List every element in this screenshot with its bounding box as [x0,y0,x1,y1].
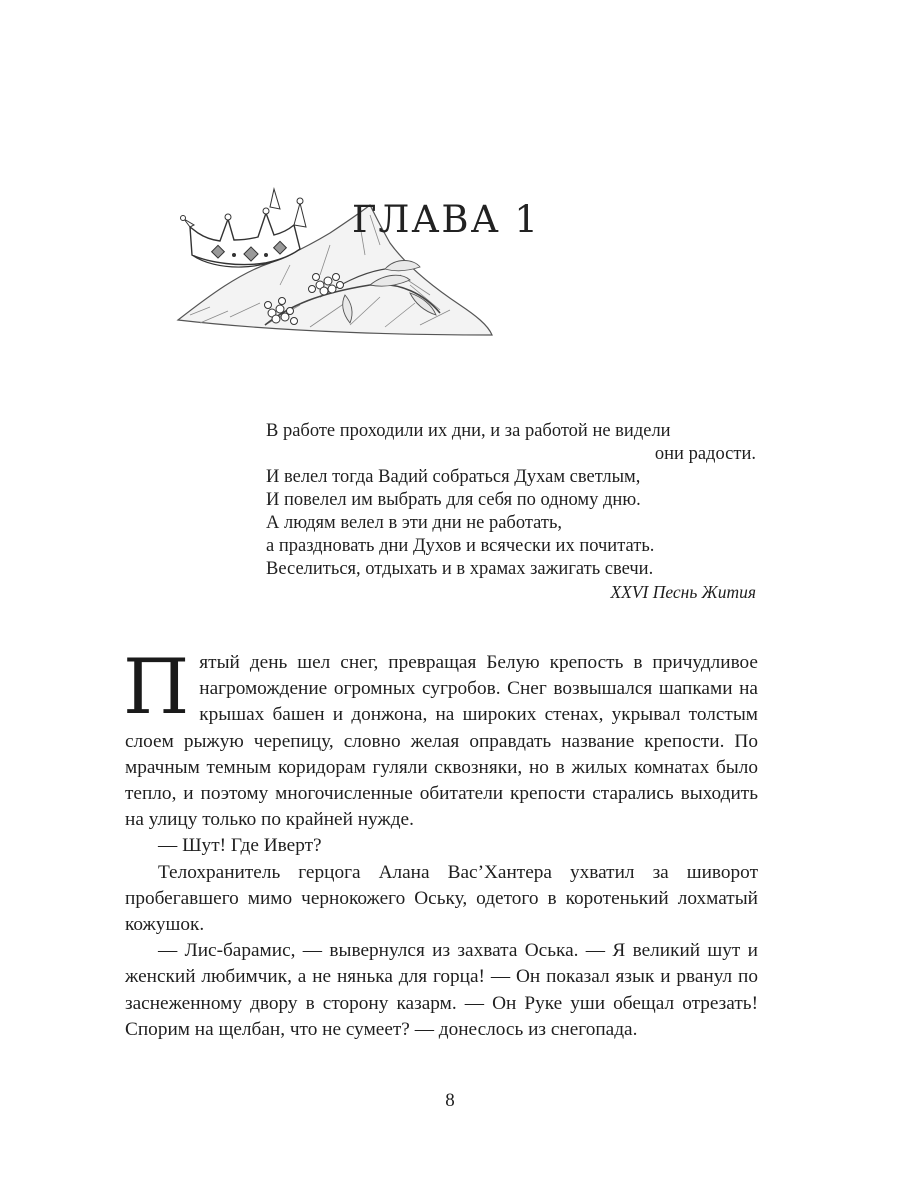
paragraph: ятый день шел снег, превращая Белую крепость в причудливое нагромождение огромных сугробов. Снег возвышался шапками на крышах башен и донжона, на широких стенах, укрывал толстым слоем рыжую черепицу, словно желая оправдать название крепости. По мрачным темным коридорам гуляли сквозняки, но в жилых комнатах было тепло, и поэтому многочисленные обитатели крепости старались выходить на улицу только по крайней нужде. [125,652,758,831]
epigraph [266,420,756,604]
epigraph-line: Веселиться, отдыхать и в храмах зажигать свечи. [266,559,654,579]
epigraph-source: XXVI Песнь Жития [610,582,756,602]
epigraph-line: А людям велел в эти дни не работать, [266,513,563,533]
epigraph-line: они радости. [654,444,756,464]
epigraph-line: И велел тогда Вадий собраться Духам светлым, [266,467,641,487]
drop-cap: П [123,642,190,731]
epigraph-line: а праздновать дни Духов и всячески их почитать. [266,536,655,556]
paragraph: — Шут! Где Иверт? [158,835,322,857]
paragraph: Телохранитель герцога Алана Вас’Хантера ухватил за шиворот пробегавшего мимо чернокожего Оську, одетого в коротенький лохматый кожушок. [125,861,758,936]
epigraph-line: И повелел им выбрать для себя по одному дню. [266,490,641,510]
paragraph: — Лис-барамис, — вывернулся из захвата Оська. — Я великий шут и женский любимчик, а не нянька для горца! — Он показал язык и рванул по заснеженному двору в сторону казарм. — Он Руке уши обещал отрезать! Спорим на щелбан, что не сумеет? — донеслось из снегопада. [125,940,758,1040]
epigraph-line: В работе проходили их дни, и за работой не видели [266,421,671,441]
chapter-title: ГЛАВА 1 [352,198,540,241]
chapter-body [123,642,758,1043]
page-number: 8 [445,1090,455,1111]
